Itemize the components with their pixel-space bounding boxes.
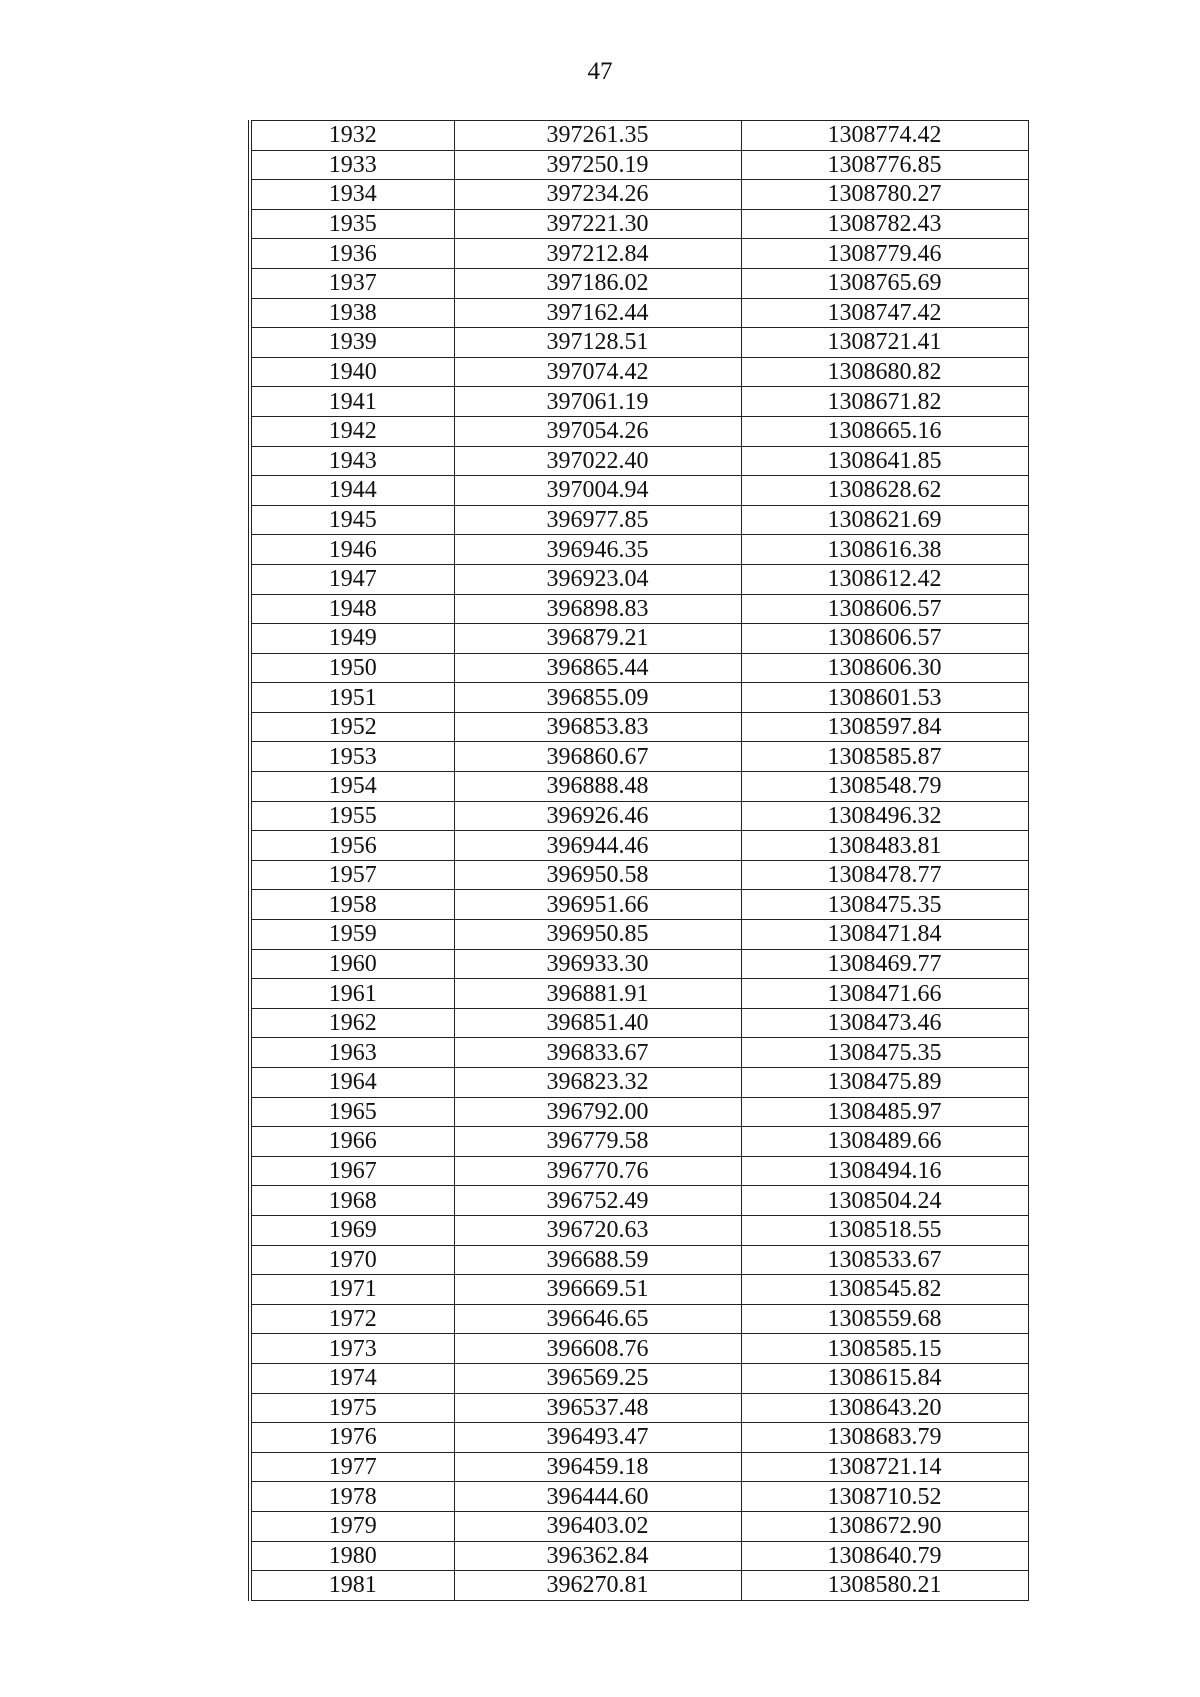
x-coordinate-cell: 396779.58	[454, 1127, 741, 1157]
point-number-cell: 1948	[250, 594, 454, 624]
table-row	[250, 150, 1028, 180]
table-row	[250, 1215, 1028, 1245]
point-number-cell: 1971	[250, 1275, 454, 1305]
x-coordinate-cell: 396933.30	[454, 949, 741, 979]
x-coordinate-cell: 397128.51	[454, 328, 741, 358]
point-number-cell: 1962	[250, 1008, 454, 1038]
x-coordinate-cell: 396977.85	[454, 505, 741, 535]
x-coordinate-cell: 396720.63	[454, 1215, 741, 1245]
table-row	[250, 268, 1028, 298]
point-number-cell: 1949	[250, 624, 454, 654]
x-coordinate-cell: 396898.83	[454, 594, 741, 624]
x-coordinate-cell: 396688.59	[454, 1245, 741, 1275]
table-body	[250, 121, 1028, 1601]
point-number-cell: 1937	[250, 268, 454, 298]
point-number-cell: 1947	[250, 564, 454, 594]
table-row	[250, 1571, 1028, 1601]
x-coordinate-cell: 397162.44	[454, 298, 741, 328]
table-row	[250, 594, 1028, 624]
x-coordinate-cell: 396950.85	[454, 920, 741, 950]
y-coordinate-cell: 1308680.82	[741, 357, 1028, 387]
x-coordinate-cell: 396792.00	[454, 1097, 741, 1127]
table-row	[250, 1068, 1028, 1098]
table-row	[250, 239, 1028, 269]
point-number-cell: 1961	[250, 979, 454, 1009]
table-row	[250, 564, 1028, 594]
y-coordinate-cell: 1308518.55	[741, 1215, 1028, 1245]
y-coordinate-cell: 1308504.24	[741, 1186, 1028, 1216]
y-coordinate-cell: 1308580.21	[741, 1571, 1028, 1601]
point-number-cell: 1959	[250, 920, 454, 950]
point-number-cell: 1960	[250, 949, 454, 979]
table-row	[250, 121, 1028, 151]
y-coordinate-cell: 1308606.57	[741, 594, 1028, 624]
y-coordinate-cell: 1308616.38	[741, 535, 1028, 565]
table-row	[250, 1038, 1028, 1068]
x-coordinate-cell: 397250.19	[454, 150, 741, 180]
x-coordinate-cell: 396459.18	[454, 1452, 741, 1482]
table-row	[250, 476, 1028, 506]
table-row	[250, 624, 1028, 654]
x-coordinate-cell: 396362.84	[454, 1541, 741, 1571]
point-number-cell: 1940	[250, 357, 454, 387]
y-coordinate-cell: 1308683.79	[741, 1423, 1028, 1453]
table-row	[250, 949, 1028, 979]
y-coordinate-cell: 1308621.69	[741, 505, 1028, 535]
x-coordinate-cell: 396823.32	[454, 1068, 741, 1098]
point-number-cell: 1980	[250, 1541, 454, 1571]
point-number-cell: 1945	[250, 505, 454, 535]
point-number-cell: 1943	[250, 446, 454, 476]
coordinates-table	[248, 120, 1029, 1601]
table-row	[250, 979, 1028, 1009]
x-coordinate-cell: 396537.48	[454, 1393, 741, 1423]
point-number-cell: 1967	[250, 1156, 454, 1186]
x-coordinate-cell: 396646.65	[454, 1304, 741, 1334]
table-row	[250, 1541, 1028, 1571]
table-row	[250, 416, 1028, 446]
y-coordinate-cell: 1308672.90	[741, 1511, 1028, 1541]
y-coordinate-cell: 1308473.46	[741, 1008, 1028, 1038]
x-coordinate-cell: 397212.84	[454, 239, 741, 269]
x-coordinate-cell: 396444.60	[454, 1482, 741, 1512]
point-number-cell: 1954	[250, 772, 454, 802]
page-number: 47	[587, 58, 613, 85]
table-row	[250, 653, 1028, 683]
point-number-cell: 1950	[250, 653, 454, 683]
y-coordinate-cell: 1308494.16	[741, 1156, 1028, 1186]
x-coordinate-cell: 396926.46	[454, 801, 741, 831]
table-row	[250, 180, 1028, 210]
table-row	[250, 1245, 1028, 1275]
y-coordinate-cell: 1308469.77	[741, 949, 1028, 979]
y-coordinate-cell: 1308615.84	[741, 1363, 1028, 1393]
point-number-cell: 1938	[250, 298, 454, 328]
point-number-cell: 1968	[250, 1186, 454, 1216]
y-coordinate-cell: 1308483.81	[741, 831, 1028, 861]
x-coordinate-cell: 396403.02	[454, 1511, 741, 1541]
table-row	[250, 1097, 1028, 1127]
x-coordinate-cell: 397186.02	[454, 268, 741, 298]
table-row	[250, 742, 1028, 772]
y-coordinate-cell: 1308774.42	[741, 121, 1028, 151]
table-row	[250, 209, 1028, 239]
y-coordinate-cell: 1308606.57	[741, 624, 1028, 654]
point-number-cell: 1978	[250, 1482, 454, 1512]
point-number-cell: 1977	[250, 1452, 454, 1482]
x-coordinate-cell: 396669.51	[454, 1275, 741, 1305]
point-number-cell: 1958	[250, 890, 454, 920]
point-number-cell: 1965	[250, 1097, 454, 1127]
y-coordinate-cell: 1308779.46	[741, 239, 1028, 269]
table-row	[250, 1334, 1028, 1364]
table-row	[250, 683, 1028, 713]
x-coordinate-cell: 397054.26	[454, 416, 741, 446]
point-number-cell: 1936	[250, 239, 454, 269]
x-coordinate-cell: 397261.35	[454, 121, 741, 151]
point-number-cell: 1933	[250, 150, 454, 180]
x-coordinate-cell: 396923.04	[454, 564, 741, 594]
y-coordinate-cell: 1308585.87	[741, 742, 1028, 772]
y-coordinate-cell: 1308471.84	[741, 920, 1028, 950]
table-row	[250, 1127, 1028, 1157]
y-coordinate-cell: 1308640.79	[741, 1541, 1028, 1571]
point-number-cell: 1963	[250, 1038, 454, 1068]
table-row	[250, 831, 1028, 861]
table-row	[250, 801, 1028, 831]
point-number-cell: 1953	[250, 742, 454, 772]
point-number-cell: 1974	[250, 1363, 454, 1393]
x-coordinate-cell: 397022.40	[454, 446, 741, 476]
x-coordinate-cell: 396951.66	[454, 890, 741, 920]
point-number-cell: 1955	[250, 801, 454, 831]
point-number-cell: 1966	[250, 1127, 454, 1157]
table-row	[250, 446, 1028, 476]
x-coordinate-cell: 396888.48	[454, 772, 741, 802]
y-coordinate-cell: 1308765.69	[741, 268, 1028, 298]
point-number-cell: 1935	[250, 209, 454, 239]
table-row	[250, 1275, 1028, 1305]
y-coordinate-cell: 1308606.30	[741, 653, 1028, 683]
x-coordinate-cell: 396493.47	[454, 1423, 741, 1453]
table-row	[250, 505, 1028, 535]
table-row	[250, 1511, 1028, 1541]
point-number-cell: 1941	[250, 387, 454, 417]
x-coordinate-cell: 396946.35	[454, 535, 741, 565]
point-number-cell: 1932	[250, 121, 454, 151]
table-row	[250, 328, 1028, 358]
table-row	[250, 1186, 1028, 1216]
y-coordinate-cell: 1308485.97	[741, 1097, 1028, 1127]
x-coordinate-cell: 397061.19	[454, 387, 741, 417]
x-coordinate-cell: 396879.21	[454, 624, 741, 654]
x-coordinate-cell: 396851.40	[454, 1008, 741, 1038]
x-coordinate-cell: 396881.91	[454, 979, 741, 1009]
y-coordinate-cell: 1308671.82	[741, 387, 1028, 417]
y-coordinate-cell: 1308780.27	[741, 180, 1028, 210]
y-coordinate-cell: 1308585.15	[741, 1334, 1028, 1364]
point-number-cell: 1981	[250, 1571, 454, 1601]
y-coordinate-cell: 1308721.41	[741, 328, 1028, 358]
point-number-cell: 1972	[250, 1304, 454, 1334]
y-coordinate-cell: 1308721.14	[741, 1452, 1028, 1482]
x-coordinate-cell: 397234.26	[454, 180, 741, 210]
x-coordinate-cell: 396853.83	[454, 712, 741, 742]
table-row	[250, 1008, 1028, 1038]
x-coordinate-cell: 397221.30	[454, 209, 741, 239]
table-row	[250, 1482, 1028, 1512]
table-row	[250, 920, 1028, 950]
table-row	[250, 1423, 1028, 1453]
table-row	[250, 1452, 1028, 1482]
point-number-cell: 1939	[250, 328, 454, 358]
point-number-cell: 1934	[250, 180, 454, 210]
x-coordinate-cell: 397074.42	[454, 357, 741, 387]
y-coordinate-cell: 1308533.67	[741, 1245, 1028, 1275]
y-coordinate-cell: 1308548.79	[741, 772, 1028, 802]
table-row	[250, 1156, 1028, 1186]
y-coordinate-cell: 1308478.77	[741, 860, 1028, 890]
y-coordinate-cell: 1308710.52	[741, 1482, 1028, 1512]
table-row	[250, 712, 1028, 742]
y-coordinate-cell: 1308612.42	[741, 564, 1028, 594]
point-number-cell: 1979	[250, 1511, 454, 1541]
table-row	[250, 1363, 1028, 1393]
table-row	[250, 890, 1028, 920]
table-row	[250, 298, 1028, 328]
x-coordinate-cell: 396770.76	[454, 1156, 741, 1186]
y-coordinate-cell: 1308597.84	[741, 712, 1028, 742]
y-coordinate-cell: 1308601.53	[741, 683, 1028, 713]
point-number-cell: 1969	[250, 1215, 454, 1245]
table-row	[250, 772, 1028, 802]
x-coordinate-cell: 396833.67	[454, 1038, 741, 1068]
table-row	[250, 535, 1028, 565]
point-number-cell: 1946	[250, 535, 454, 565]
point-number-cell: 1973	[250, 1334, 454, 1364]
point-number-cell: 1957	[250, 860, 454, 890]
y-coordinate-cell: 1308559.68	[741, 1304, 1028, 1334]
point-number-cell: 1975	[250, 1393, 454, 1423]
table-row	[250, 1393, 1028, 1423]
point-number-cell: 1964	[250, 1068, 454, 1098]
point-number-cell: 1952	[250, 712, 454, 742]
x-coordinate-cell: 396608.76	[454, 1334, 741, 1364]
y-coordinate-cell: 1308489.66	[741, 1127, 1028, 1157]
y-coordinate-cell: 1308747.42	[741, 298, 1028, 328]
y-coordinate-cell: 1308471.66	[741, 979, 1028, 1009]
point-number-cell: 1944	[250, 476, 454, 506]
table-row	[250, 860, 1028, 890]
x-coordinate-cell: 396752.49	[454, 1186, 741, 1216]
y-coordinate-cell: 1308641.85	[741, 446, 1028, 476]
y-coordinate-cell: 1308545.82	[741, 1275, 1028, 1305]
x-coordinate-cell: 396569.25	[454, 1363, 741, 1393]
x-coordinate-cell: 396944.46	[454, 831, 741, 861]
point-number-cell: 1970	[250, 1245, 454, 1275]
y-coordinate-cell: 1308782.43	[741, 209, 1028, 239]
x-coordinate-cell: 396270.81	[454, 1571, 741, 1601]
point-number-cell: 1942	[250, 416, 454, 446]
point-number-cell: 1951	[250, 683, 454, 713]
y-coordinate-cell: 1308475.89	[741, 1068, 1028, 1098]
y-coordinate-cell: 1308475.35	[741, 890, 1028, 920]
table-row	[250, 1304, 1028, 1334]
y-coordinate-cell: 1308643.20	[741, 1393, 1028, 1423]
table-row	[250, 357, 1028, 387]
y-coordinate-cell: 1308475.35	[741, 1038, 1028, 1068]
y-coordinate-cell: 1308665.16	[741, 416, 1028, 446]
table-row	[250, 387, 1028, 417]
x-coordinate-cell: 397004.94	[454, 476, 741, 506]
y-coordinate-cell: 1308776.85	[741, 150, 1028, 180]
x-coordinate-cell: 396865.44	[454, 653, 741, 683]
point-number-cell: 1976	[250, 1423, 454, 1453]
x-coordinate-cell: 396855.09	[454, 683, 741, 713]
x-coordinate-cell: 396950.58	[454, 860, 741, 890]
x-coordinate-cell: 396860.67	[454, 742, 741, 772]
y-coordinate-cell: 1308496.32	[741, 801, 1028, 831]
y-coordinate-cell: 1308628.62	[741, 476, 1028, 506]
point-number-cell: 1956	[250, 831, 454, 861]
